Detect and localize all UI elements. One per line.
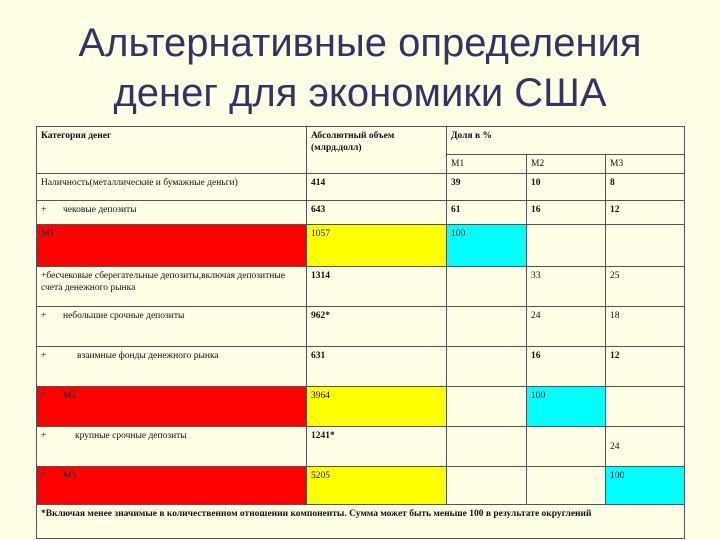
- row-label: [37, 467, 307, 505]
- row-label: [37, 174, 307, 201]
- row-label-text: Наличность(металлические и бумажные деньги): [41, 178, 238, 188]
- table-row: [37, 307, 685, 347]
- row-m1: 100: [447, 225, 527, 267]
- row-label-text: крупные срочные депозиты: [75, 431, 187, 441]
- header-m3: М3: [606, 155, 685, 174]
- row-value: 5205: [307, 467, 447, 505]
- row-value: 3964: [307, 387, 447, 427]
- row-value: 1241*: [307, 427, 447, 467]
- row-value: 962*: [307, 307, 447, 347]
- row-m1: [447, 427, 527, 467]
- row-m3: 12: [606, 347, 685, 387]
- footnote-row: [37, 505, 685, 539]
- row-m2: [527, 427, 606, 467]
- row-m3: 24: [606, 427, 685, 467]
- row-m2: 16: [527, 347, 606, 387]
- row-label-text: М3: [63, 471, 77, 481]
- row-value: 1057: [307, 225, 447, 267]
- row-m1: [447, 387, 527, 427]
- header-m2: М2: [527, 155, 606, 174]
- table-row: [37, 387, 685, 427]
- page-title: [0, 18, 720, 118]
- header-share: Доля в %: [447, 127, 685, 155]
- row-m3: 18: [606, 307, 685, 347]
- table-header-row: [37, 127, 685, 155]
- row-label: [37, 225, 307, 267]
- row-prefix: =: [41, 471, 47, 481]
- money-definitions-table: [36, 126, 685, 539]
- row-m1: [447, 307, 527, 347]
- table-row: [37, 427, 685, 467]
- row-m2: [527, 225, 606, 267]
- row-value: 631: [307, 347, 447, 387]
- row-label-text: чековые депозиты: [63, 205, 137, 215]
- row-label-text: взаимные фонды денежного рынка: [77, 351, 219, 361]
- row-label-text: М2: [63, 391, 77, 401]
- row-prefix: +: [41, 311, 47, 321]
- row-m3: 12: [606, 201, 685, 225]
- row-m3: [606, 387, 685, 427]
- table-row: [37, 201, 685, 225]
- row-m2: [527, 467, 606, 505]
- header-m1: М1: [447, 155, 527, 174]
- table-row: [37, 467, 685, 505]
- page-title-line-1: Альтернативные определения: [78, 21, 642, 65]
- header-category: Категория денег: [37, 127, 307, 174]
- table-row: [37, 225, 685, 267]
- row-m2: 100: [527, 387, 606, 427]
- row-label: [37, 427, 307, 467]
- footnote: *Включая менее значимые в количественном отношении компоненты. Сумма может быть меньше 100 в результате округлений: [37, 505, 685, 539]
- row-label-text: небольшие срочные депозиты: [63, 311, 185, 321]
- table-row: [37, 267, 685, 307]
- row-value: 1314: [307, 267, 447, 307]
- header-absolute-volume: Абсолютный объем (млрд.долл): [307, 127, 447, 174]
- row-m2: 16: [527, 201, 606, 225]
- row-m1: 61: [447, 201, 527, 225]
- row-prefix: +: [41, 431, 47, 441]
- row-label: [37, 307, 307, 347]
- page-title-line-2: денег для экономики США: [113, 71, 607, 115]
- row-m2: 24: [527, 307, 606, 347]
- row-m1: [447, 267, 527, 307]
- table-row: [37, 174, 685, 201]
- row-m2: 10: [527, 174, 606, 201]
- row-label-text: +бесчековые сберегательные депозиты,включая депозитные счета денежного рынка: [41, 271, 285, 293]
- row-m3: 100: [606, 467, 685, 505]
- row-m3: [606, 225, 685, 267]
- row-m1: 39: [447, 174, 527, 201]
- row-m1: [447, 467, 527, 505]
- row-value: 414: [307, 174, 447, 201]
- row-m3: 25: [606, 267, 685, 307]
- table-row: [37, 347, 685, 387]
- row-value: 643: [307, 201, 447, 225]
- row-label: [37, 387, 307, 427]
- row-prefix: +: [41, 351, 47, 361]
- row-prefix: =: [41, 391, 47, 401]
- row-prefix: +: [41, 205, 47, 215]
- row-m3: 8: [606, 174, 685, 201]
- row-m2: 33: [527, 267, 606, 307]
- row-label: [37, 267, 307, 307]
- row-label: [37, 201, 307, 225]
- row-label: [37, 347, 307, 387]
- row-label-text: М1: [41, 229, 55, 239]
- row-m1: [447, 347, 527, 387]
